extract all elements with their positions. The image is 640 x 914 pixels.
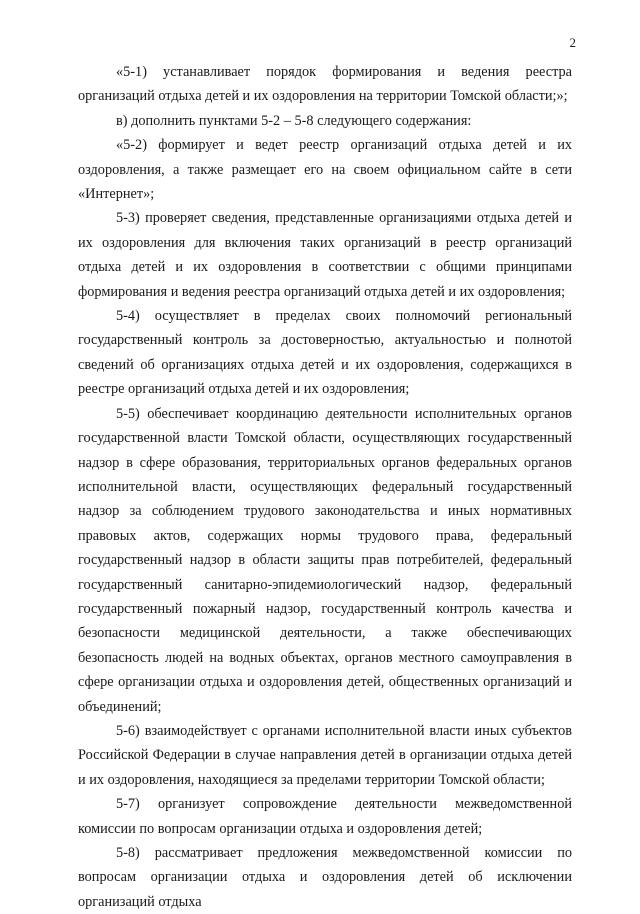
paragraph-5-3: 5-3) проверяет сведения, представленные организациями отдыха детей и их оздоровления для включения таких организаций в реестр организаций отдыха детей и их оздоровления в соответствии с общими принципами формирования и ведения реестра организаций отдыха детей и их оздоровления; <box>78 210 572 300</box>
paragraph-5-2: «5-2) формирует и ведет реестр организаций отдыха детей и их оздоровления, а также размещает его на своем официальном сайте в сети «Интернет»; <box>78 137 572 203</box>
page-number: 2 <box>569 35 576 50</box>
paragraph-5-8: 5-8) рассматривает предложения межведомственной комиссии по вопросам организации отдыха и оздоровления детей об исключении организаций отдыха <box>78 845 572 910</box>
paragraph-5-4: 5-4) осуществляет в пределах своих полномочий региональный государственный контроль за достоверностью, актуальностью и полнотой сведений об организациях отдыха детей и их оздоровления, содержащихся в реестре организаций отдыха детей и их оздоровления; <box>78 308 572 398</box>
paragraph-5-5: 5-5) обеспечивает координацию деятельности исполнительных органов государственной власти Томской области, осуществляющих государственный надзор в сфере образования, территориальных органов федеральных органов исполнительной власти, осуществляющих федеральный государственный надзор за соблюдением трудового законодательства и иных нормативных правовых актов, содержащих нормы трудового права, федеральный государственный надзор в области защиты прав потребителей, федеральный государственный санитарно-эпидемиологический надзор, федеральный государственный пожарный надзор, государственный контроль качества и безопасности медицинской деятельности, а также обеспечивающих безопасность людей на водных объектах, органов местного самоуправления в сфере организации отдыха и оздоровления детей, общественных организаций и объединений; <box>78 405 572 715</box>
paragraph-5-7: 5-7) организует сопровождение деятельности межведомственной комиссии по вопросам организации отдыха и оздоровления детей; <box>78 796 572 837</box>
document-body <box>78 60 572 914</box>
paragraph-amendment-v: в) дополнить пунктами 5-2 – 5-8 следующего содержания: <box>116 112 472 129</box>
paragraph-5-6: 5-6) взаимодействует с органами исполнительной власти иных субъектов Российской Федерации в случае направления детей в организации отдыха детей и их оздоровления, находящиеся за пределами территории Томской области; <box>78 722 572 788</box>
paragraph-5-1: «5-1) устанавливает порядок формирования и ведения реестра организаций отдыха детей и их оздоровления на территории Томской области;»; <box>78 64 572 105</box>
